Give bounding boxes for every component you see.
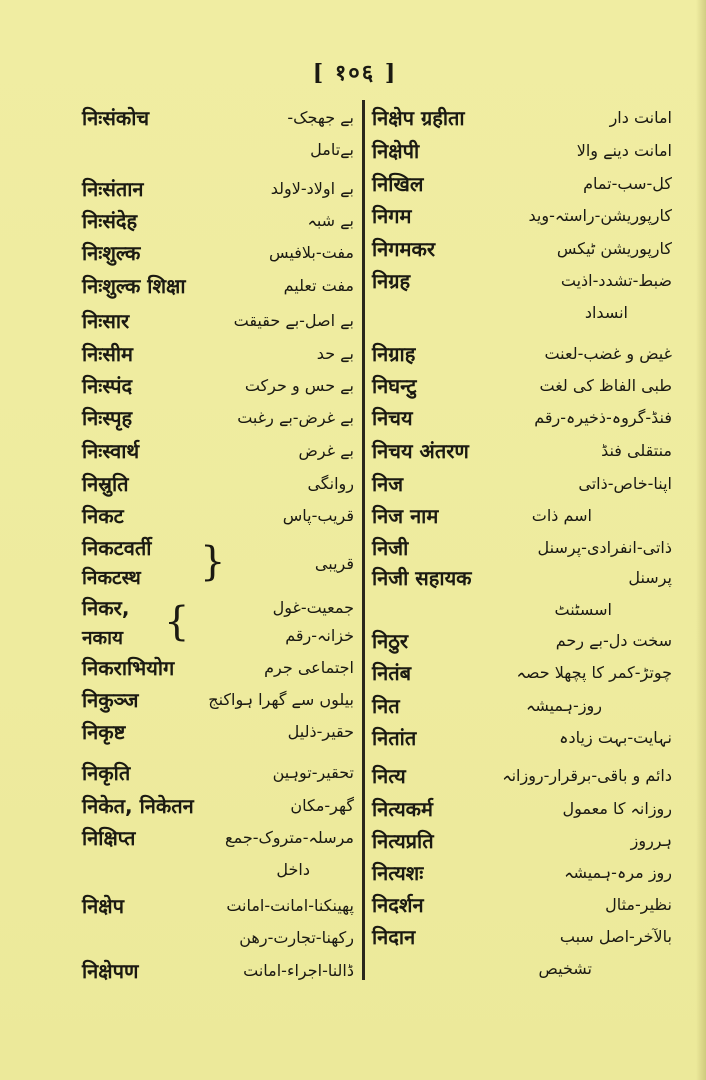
entry xyxy=(372,338,672,370)
meaning: تحقیر-توہین xyxy=(272,763,354,782)
meaning: اجتماعی جرم xyxy=(264,658,354,677)
entry xyxy=(82,237,354,269)
entry xyxy=(82,955,354,987)
meaning: ضبط-تشدد-اذیت xyxy=(560,271,672,290)
meaning: منتقلی فنڈ xyxy=(601,441,672,460)
entry xyxy=(82,652,354,684)
meaning: کل-سب-تمام xyxy=(583,174,672,193)
headword: निकराभियोग xyxy=(82,656,175,680)
entry xyxy=(372,722,672,754)
headword: नित xyxy=(372,694,400,718)
headword: निकृति xyxy=(82,761,131,785)
entry xyxy=(82,790,354,822)
entry xyxy=(82,338,354,370)
meaning: مفت تعلیم xyxy=(283,276,354,295)
headword: नितांत xyxy=(372,726,417,750)
headword: निजी सहायक xyxy=(372,566,472,590)
entry xyxy=(82,716,354,748)
headword: निःसीम xyxy=(82,342,133,366)
headword: निगम xyxy=(372,204,412,228)
entry xyxy=(82,205,354,237)
meaning: روانگی xyxy=(307,474,354,493)
meaning-continued: خزانہ-رقم xyxy=(285,626,354,645)
meaning: بالآخر-اصل سبب xyxy=(559,927,672,946)
meaning: بے غرض-بے رغبت xyxy=(237,408,354,427)
meaning: دائم و باقی-برقرار-روزانہ xyxy=(502,766,672,785)
meaning: امانت دینے والا xyxy=(576,141,672,160)
page-number: [ १०६ ] xyxy=(312,60,398,86)
entry xyxy=(372,500,672,532)
entry xyxy=(372,825,672,857)
meaning: قریبی xyxy=(314,554,354,573)
headword: निक्षिप्त xyxy=(82,826,136,850)
headword: निजी xyxy=(372,536,409,560)
headword: निःस्पृह xyxy=(82,406,133,430)
headword: निक्षेपी xyxy=(372,139,420,163)
headword: निक्षेपण xyxy=(82,959,139,983)
meaning: ڈالنا-اجراء-امانت xyxy=(243,961,354,980)
meaning: اسم ذات xyxy=(531,506,592,525)
meaning: پھینکنا-امانت-امانت xyxy=(226,896,354,915)
entry xyxy=(372,625,672,657)
headword: निज नाम xyxy=(372,504,439,528)
meaning: گھر-مکان xyxy=(290,796,354,815)
column-divider xyxy=(362,100,365,980)
meaning: جمعیت-غول xyxy=(272,598,354,617)
entry xyxy=(82,173,354,205)
headword: निकुञ्ज xyxy=(82,688,139,712)
entry xyxy=(372,233,672,265)
entry xyxy=(82,305,354,337)
headword: निकटवर्ती xyxy=(82,536,152,560)
meaning: بے غرض xyxy=(298,441,354,460)
entry xyxy=(82,592,354,656)
entry xyxy=(372,370,672,402)
meaning: بے حد xyxy=(316,344,354,363)
headword: नित्यशः xyxy=(372,861,424,885)
entry xyxy=(372,760,672,792)
headword: निःसंदेह xyxy=(82,209,138,233)
entry xyxy=(372,889,672,921)
meaning-continued: اسسٹنٹ xyxy=(554,600,612,619)
meaning: نہایت-بہت زیادہ xyxy=(559,728,672,747)
headword: निखिल xyxy=(372,172,424,196)
entry xyxy=(372,135,672,167)
headword: निचय xyxy=(372,406,413,430)
meaning: حقیر-ذلیل xyxy=(287,722,354,741)
headword: निकृष्ट xyxy=(82,720,126,744)
meaning-continued: تشخیص xyxy=(538,959,592,978)
headword: निघन्टु xyxy=(372,374,417,398)
entry xyxy=(372,435,672,467)
meaning: اپنا-خاص-ذاتی xyxy=(578,474,672,493)
headword: निक्षेप xyxy=(82,894,124,918)
entry xyxy=(372,168,672,200)
meaning: فنڈ-گروہ-ذخیرہ-رقم xyxy=(534,408,672,427)
meaning-continued: داخل xyxy=(276,860,310,879)
meaning: ذاتی-انفرادی-پرسنل xyxy=(537,538,672,557)
headword: निदान xyxy=(372,925,416,949)
headword-variant: नकाय xyxy=(82,627,124,649)
meaning: بے اولاد-لاولد xyxy=(270,179,354,198)
headword: निगमकर xyxy=(372,237,436,261)
headword: निदर्शन xyxy=(372,893,424,917)
entry xyxy=(372,562,672,626)
brace: { xyxy=(164,599,190,645)
headword: नित्य xyxy=(372,764,406,788)
entry xyxy=(82,468,354,500)
meaning: بے اصل-بے حقیقت xyxy=(233,311,354,330)
headword: नितंब xyxy=(372,661,412,685)
meaning: غیض و غضب-لعنت xyxy=(544,344,672,363)
headword: निकर, xyxy=(82,596,130,620)
entry xyxy=(82,684,354,716)
meaning: بے شبہ xyxy=(307,211,354,230)
entry xyxy=(372,857,672,889)
meaning: مفت-بلافیس xyxy=(268,243,354,262)
entry xyxy=(82,370,354,402)
headword: निःसंतान xyxy=(82,177,144,201)
headword: निःसार xyxy=(82,309,130,333)
meaning: بے حس و حرکت xyxy=(244,376,354,395)
headword-variant: निकटस्थ xyxy=(82,567,141,589)
meaning: ہرروز xyxy=(630,831,672,850)
meaning: روز-ہمیشہ xyxy=(525,696,602,715)
meaning: کارپوریشن-راستہ-وید xyxy=(528,206,672,225)
meaning-continued: بےتامل xyxy=(310,140,354,159)
headword: निःसंकोच xyxy=(82,106,150,130)
meaning: کارپوریشن ٹیکس xyxy=(556,239,672,258)
entry xyxy=(372,402,672,434)
meaning: امانت دار xyxy=(609,108,672,127)
headword: नित्यप्रति xyxy=(372,829,434,853)
entry xyxy=(372,468,672,500)
brace: } xyxy=(200,539,226,585)
meaning: پرسنل xyxy=(628,568,672,587)
headword: निस्रुति xyxy=(82,472,129,496)
meaning: نظیر-مثال xyxy=(605,895,672,914)
headword: निक्षेप ग्रहीता xyxy=(372,106,465,130)
entry xyxy=(372,532,672,564)
entry xyxy=(82,890,354,954)
meaning: بے جھجک- xyxy=(287,108,354,127)
meaning-continued: رکھنا-تجارت-رهن xyxy=(239,928,354,947)
headword: निकट xyxy=(82,504,124,528)
entry xyxy=(372,657,672,689)
entry xyxy=(372,265,672,329)
headword: निग्राह xyxy=(372,342,416,366)
entry xyxy=(82,102,354,166)
entry xyxy=(372,921,672,985)
entry xyxy=(372,102,672,134)
headword: निःशुल्क शिक्षा xyxy=(82,274,186,298)
entry xyxy=(82,270,354,302)
entry xyxy=(372,793,672,825)
meaning: بیلوں سے گھرا ہواکنج xyxy=(208,690,354,709)
entry xyxy=(82,822,354,886)
meaning: مرسلہ-متروک-جمع xyxy=(225,828,354,847)
meaning: روزانہ کا معمول xyxy=(562,799,672,818)
entry xyxy=(372,690,672,722)
meaning: چوتڑ-کمر کا پچھلا حصہ xyxy=(516,663,672,682)
page-edge-shadow xyxy=(696,0,706,1080)
meaning: روز مرہ-ہمیشہ xyxy=(564,863,672,882)
headword: निचय अंतरण xyxy=(372,439,469,463)
headword: निकेत, निकेतन xyxy=(82,794,194,818)
entry xyxy=(82,500,354,532)
meaning: سخت دل-بے رحم xyxy=(555,631,672,650)
headword: निज xyxy=(372,472,404,496)
headword: नित्यकर्म xyxy=(372,797,433,821)
entry xyxy=(82,402,354,434)
meaning-continued: انسداد xyxy=(584,303,628,322)
headword: निठुर xyxy=(372,629,409,653)
meaning: قریب-پاس xyxy=(282,506,354,525)
entry xyxy=(372,200,672,232)
meaning: طبی الفاظ کی لغت xyxy=(539,376,672,395)
headword: निःशुल्क xyxy=(82,241,141,265)
entry xyxy=(82,532,354,596)
headword: निःस्वार्थ xyxy=(82,439,140,463)
entry xyxy=(82,757,354,789)
headword: निग्रह xyxy=(372,269,411,293)
entry xyxy=(82,435,354,467)
headword: निःस्पंद xyxy=(82,374,133,398)
